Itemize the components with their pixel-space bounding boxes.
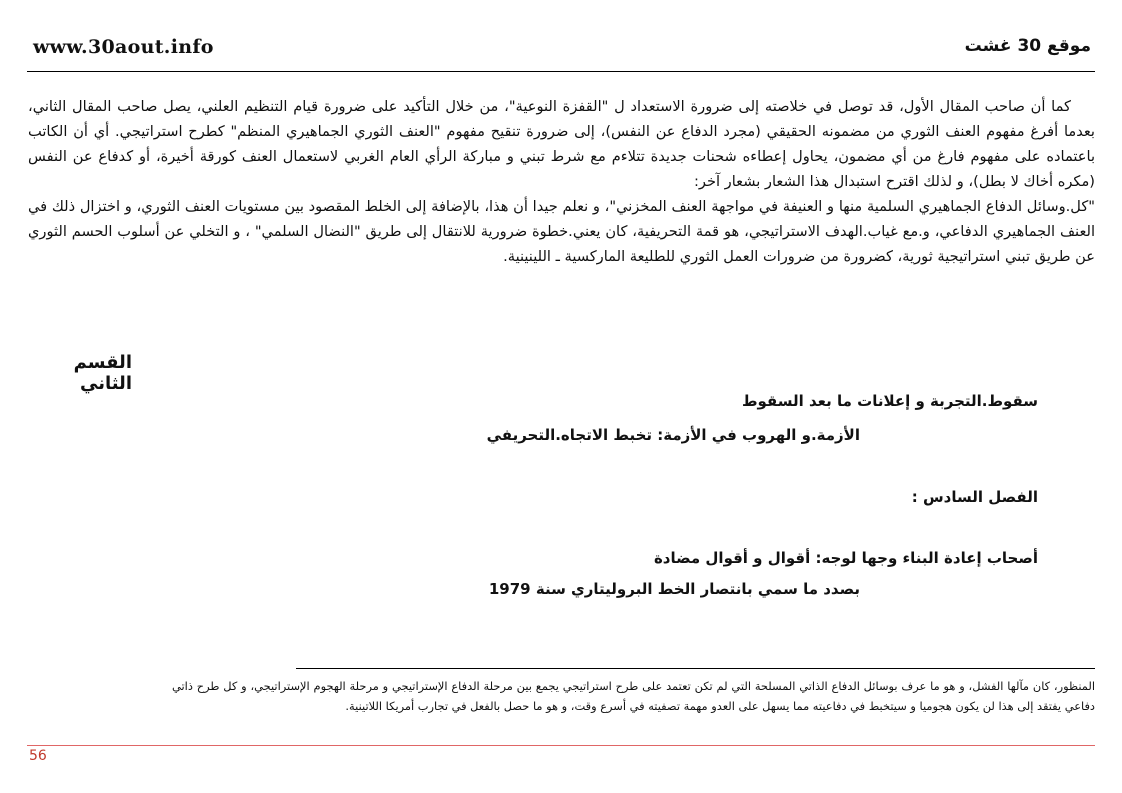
paragraph-1: كما أن صاحب المقال الأول، قد توصل في خلاصته إلى ضرورة الاستعداد ل "القفزة النوعية"، من خلال التأكيد على ضرورة قيام التنظيم العلني، يصل صاحب المقال الثاني، بعدما أفرغ مفهوم العنف الثوري من مضمونه الحقيقي (مجرد الدفاع عن النفس)، إلى ضرورة تنقيح مفهوم "العنف الثوري الجماهيري المنظم" كطرح استراتيجي. أي أن الكاتب باعتماده على مفهوم فارغ من أي مضمون، يحاول إعطاءه شحنات جديدة تتلاءم مع شرط تبني و مباركة الرأي العام الغربي لاستعمال العنف كورقة أخيرة، أو كدفاع عن النفس (مكره أخاك لا بطل)، و لذلك اقترح استبدال هذا الشعار بشعار آخر:	[28, 98, 1095, 190]
chapter-title: الفصل السادس :	[911, 488, 1038, 506]
section-title: القسم الثاني	[73, 352, 132, 394]
page-header	[27, 34, 1095, 70]
heading-2: الأزمة.و الهروب في الأزمة: تخبط الاتجاه.التحريفي	[486, 426, 860, 444]
header-divider	[27, 71, 1095, 72]
footer-divider	[27, 745, 1095, 746]
heading-4: بصدد ما سمي بانتصار الخط البروليتاري سنة 1979	[488, 580, 860, 598]
main-text	[28, 94, 1095, 269]
header-site-title: موقع 30 غشت	[964, 36, 1091, 56]
header-site-url: www.30aout.info	[33, 36, 214, 58]
page-number: 56	[29, 748, 47, 764]
paragraph-2: "كل.وسائل الدفاع الجماهيري السلمية منها و العنيفة في مواجهة العنف المخزني"، و نعلم جيدا أن هذا، بالإضافة إلى الخلط المقصود بين مستويات العنف الثوري، و اختزال ذلك في العنف الجماهيري الدفاعي، و.مع غياب.الهدف الاستراتيجي، هو قمة التحريفية، كان يعني.خطوة ضرورية للانتقال إلى طريق "النضال السلمي" ، و التخلي عن أسلوب الحسم الثوري عن طريق تبني استراتيجية ثورية، كضرورة من ضرورات العمل الثوري للطليعة الماركسية ـ اللينينية.	[28, 198, 1095, 265]
footnote-divider	[296, 668, 1095, 669]
heading-1: سقوط.التجربة و إعلانات ما بعد السقوط	[741, 392, 1038, 410]
footnote: المنظور، كان مآلها الفشل، و هو ما عرف بوسائل الدفاع الذاتي المسلحة التي لم تكن تعتمد على طرح استراتيجي يجمع بين مرحلة الدفاع الإستراتيجي و مرحلة الهجوم الإستراتيجي، و كل طرح ذاتي دفاعي يفتقد إلى هذا لن يكون هجوميا و سيتخبط في دفاعيته مما يسهل على العدو مهمة تصفيته في أسرع وقت، و هو ما حصل بالفعل في تجارب أمريكا اللاتينية.	[172, 679, 1095, 713]
heading-3: أصحاب إعادة البناء وجها لوجه: أقوال و أقوال مضادة	[653, 549, 1038, 567]
